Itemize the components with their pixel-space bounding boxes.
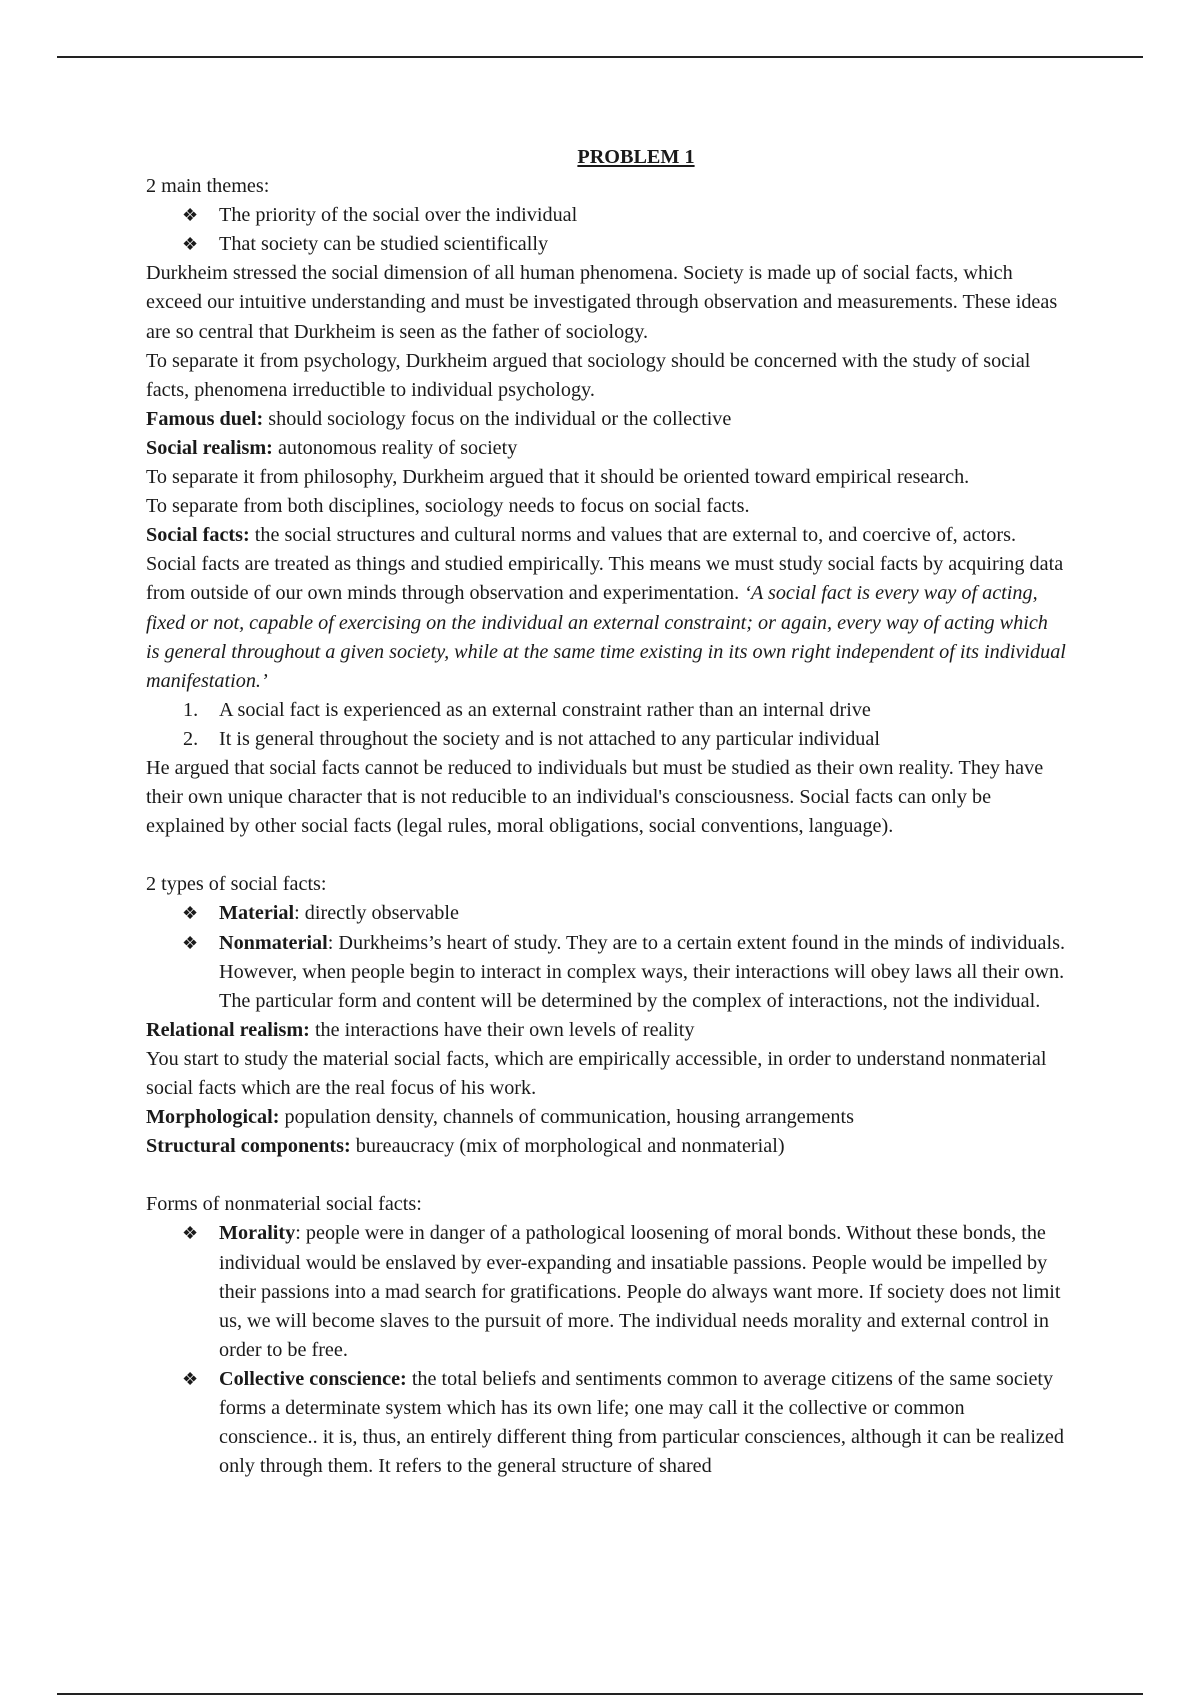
spacer [146, 1161, 1066, 1190]
social-realism-text: autonomous reality of society [272, 436, 518, 459]
item-term: Collective conscience: [219, 1367, 407, 1390]
item-text: : directly observable [294, 902, 459, 925]
item-text: : people were in danger of a pathological loosening of moral bonds. Without these bonds, the individual would be enslaved by ever-expanding and insatiable passions. People would be impelled by their passions into a mad search for gratifications. People do always want more. If society does not limit us, we will become slaves to the pursuit of more. The individual needs morality and external control in order to be free. [219, 1222, 1061, 1361]
item-term: Morality [219, 1222, 296, 1245]
forms-list [146, 1219, 1066, 1481]
social-facts-text: the social structures and cultural norms and values that are external to, and coercive of, actors. Social facts are treated as things and studied empirically. This means we must study social facts by acquiring data from outside of our own minds through observation and experimentation. [146, 524, 1064, 605]
list-item [146, 725, 1066, 754]
durkheim-quote: ‘A social fact is every way of acting, fixed or not, capable of exercising on the individual an external constraint; or again, every way of acting which is general throughout a given society, while at the same time existing in its own right independent of its individual manifestation.’ [146, 582, 1066, 692]
list-item [146, 696, 1066, 725]
themes-list [146, 201, 1066, 259]
item-number: 1. [183, 698, 199, 721]
document-body [146, 143, 1066, 1481]
item-text: : Durkheims’s heart of study. They are to a certain extent found in the minds of individuals. However, when people begin to interact in complex ways, their interactions will obey laws all their own. The particular form and content will be determined by the complex of interactions, not the individual. [219, 931, 1066, 1012]
social-facts-term: Social facts: [146, 524, 250, 547]
item-text: A social fact is experienced as an external constraint rather than an internal drive [219, 698, 871, 721]
page-title: PROBLEM 1 [577, 146, 695, 168]
famous-duel-text: should sociology focus on the individual or the collective [263, 407, 732, 430]
structural-line [146, 1132, 1066, 1161]
paragraph-material-study: You start to study the material social facts, which are empirically accessible, in order to understand nonmaterial social facts which are the real focus of his work. [146, 1047, 1047, 1099]
relational-realism-text: the interactions have their own levels of reality [309, 1018, 695, 1041]
paragraph-philosophy: To separate it from philosophy, Durkheim argued that it should be oriented toward empirical research. [146, 466, 970, 489]
list-item [146, 1219, 1066, 1364]
item-text: It is general throughout the society and is not attached to any particular individual [219, 727, 880, 750]
structural-text: bureaucracy (mix of morphological and nonmaterial) [350, 1135, 785, 1158]
numbered-list [146, 696, 1066, 754]
relational-realism-line [146, 1016, 1066, 1045]
list-item [146, 1365, 1066, 1481]
social-facts-paragraph [146, 521, 1066, 696]
forms-intro: Forms of nonmaterial social facts: [146, 1193, 422, 1216]
item-term: Material [219, 902, 295, 925]
list-item [146, 899, 1066, 928]
morphological-text: population density, channels of communication, housing arrangements [279, 1106, 854, 1129]
paragraph-social-dimension: Durkheim stressed the social dimension of all human phenomena. Society is made up of social facts, which exceed our intuitive understanding and must be investigated through observation and measurements. These ideas are so central that Durkheim is seen as the father of sociology. [146, 262, 1058, 343]
list-item: ❖ The priority of the social over the individual [146, 201, 1066, 230]
item-text: the total beliefs and sentiments common to average citizens of the same society forms a determinate system which has its own life; one may call it the collective or common conscience.. it is, thus, an entirely different thing from particular consciences, although it can be realized only through them. It refers to the general structure of shared [219, 1367, 1064, 1478]
social-realism-term: Social realism: [146, 436, 273, 459]
famous-duel-term: Famous duel: [146, 407, 264, 430]
list-item [146, 929, 1066, 1016]
paragraph-own-reality: He argued that social facts cannot be reduced to individuals but must be studied as their own reality. They have their own unique character that is not reducible to an individual's consciousness. Social facts can only be explained by other social facts (legal rules, moral obligations, social conventions, language). [146, 756, 1044, 838]
footer-rule [57, 1693, 1143, 1695]
types-list [146, 899, 1066, 1015]
types-intro: 2 types of social facts: [146, 873, 327, 896]
themes-intro: 2 main themes: [146, 175, 270, 198]
list-item: ❖ That society can be studied scientifically [146, 230, 1066, 259]
structural-term: Structural components: [146, 1135, 351, 1158]
morphological-line [146, 1103, 1066, 1132]
paragraph-both-disciplines: To separate from both disciplines, sociology needs to focus on social facts. [146, 495, 750, 518]
social-realism-line [146, 434, 1066, 463]
relational-realism-term: Relational realism: [146, 1018, 310, 1041]
spacer [146, 841, 1066, 870]
item-number: 2. [183, 727, 199, 750]
famous-duel-line [146, 405, 1066, 434]
morphological-term: Morphological: [146, 1106, 280, 1129]
item-term: Nonmaterial [219, 931, 328, 954]
header-rule [57, 56, 1143, 58]
paragraph-psychology: To separate it from psychology, Durkheim argued that sociology should be concerned with the study of social facts, phenomena irreductible to individual psychology. [146, 349, 1031, 401]
